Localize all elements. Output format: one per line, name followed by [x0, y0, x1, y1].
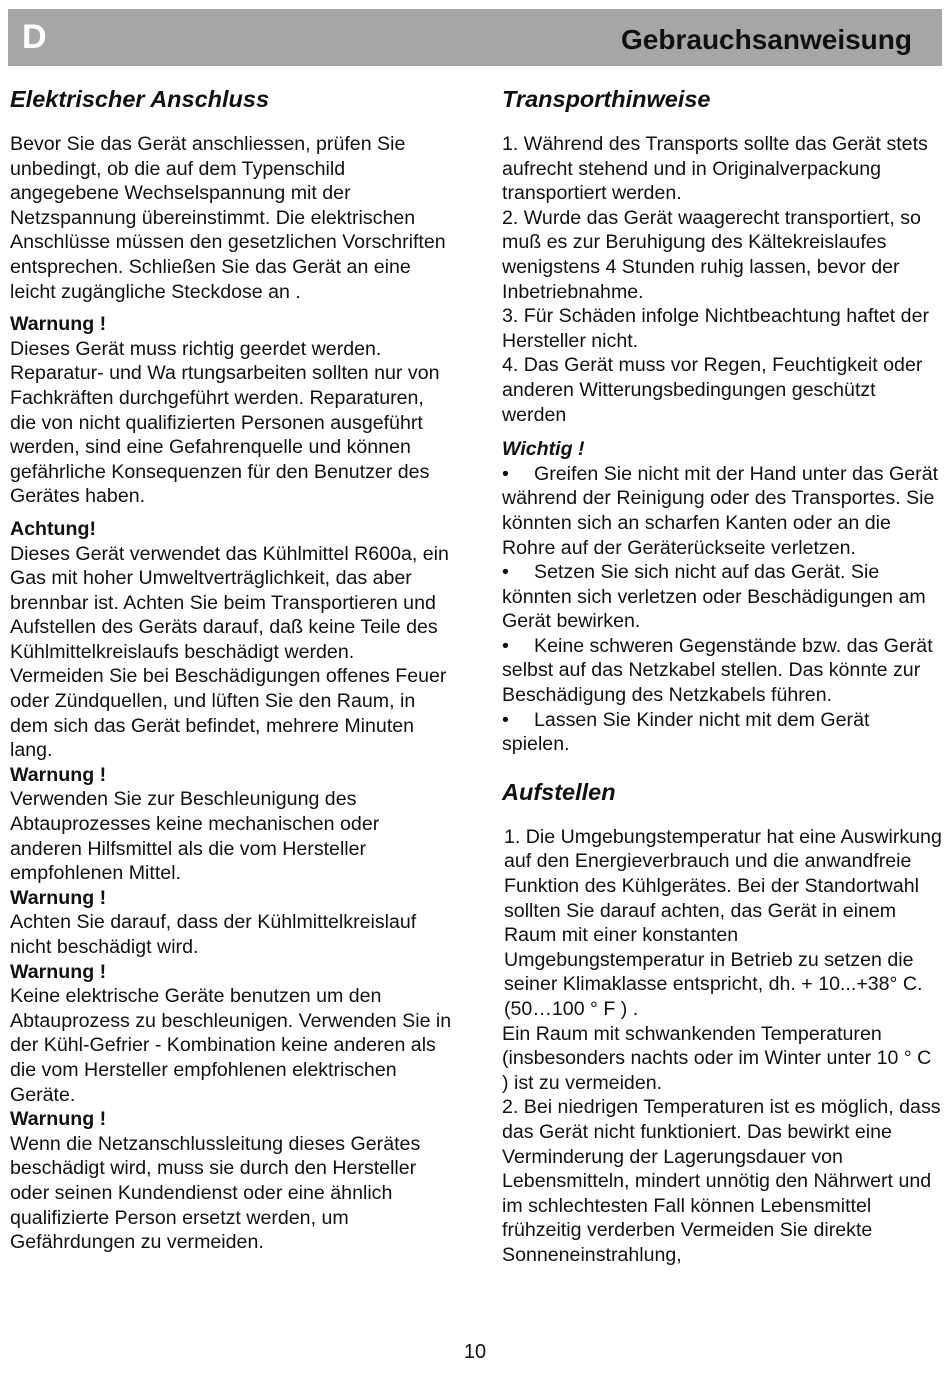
list-item-text: Setzen Sie sich nicht auf das Gerät. Sie könnten sich verletzen oder Beschädigungen am Gerät bewirken.: [502, 561, 926, 633]
list-item-text: Greifen Sie nicht mit der Hand unter das Gerät während der Reinigung oder des Transportes. Sie könnten sich an scharfen Kanten oder an die Rohre auf der Geräterückseite verletzen.: [502, 462, 939, 559]
warning-label: Warnung !: [10, 763, 107, 786]
caution-text: Dieses Gerät verwendet das Kühlmittel R600a, ein Gas mit hoher Umweltverträglichkeit, das aber brennbar ist. Achten Sie beim Transportieren und Aufstellen des Geräts darauf, daß keine Teile des Kühlmittelkreislaufs beschädigt werden. Vermeiden Sie bei Beschädigungen offenes Feuer oder Zündquellen, und lüften Sie den Raum, in dem sich das Gerät befindet, mehrere Minuten lang.: [10, 542, 449, 762]
bullet-icon: •: [502, 462, 509, 485]
transport-item: 1. Während des Transports sollte das Gerät stets aufrecht stehend und in Originalverpackung transportiert werden.: [502, 133, 928, 205]
bullet-icon: •: [502, 708, 509, 731]
header-title: Gebrauchsanweisung: [621, 24, 912, 55]
warning-label: Warnung !: [10, 1108, 107, 1131]
transport-item: 3. Für Schäden infolge Nichtbeachtung haftet der Hersteller nicht.: [502, 305, 929, 352]
important-label: Wichtig !: [502, 438, 585, 461]
list-item: [502, 462, 942, 560]
list-item-text: Lassen Sie Kinder nicht mit dem Gerät spielen.: [502, 708, 870, 756]
left-column: [10, 84, 452, 1255]
section-heading-electrical: Elektrischer Anschluss: [10, 86, 270, 112]
list-item-text: Keine schweren Gegenstände bzw. das Gerät selbst auf das Netzkabel stellen. Das könnte zur Beschädigung des Netzkabels führen.: [502, 634, 933, 707]
right-column: [502, 84, 942, 1268]
section-heading-setup: Aufstellen: [502, 778, 616, 805]
setup-paragraph: 1. Die Umgebungstemperatur hat eine Auswirkung auf den Energieverbrauch und die anwandfreie Funktion des Kühlgerätes. Bei der Standortwahl sollten Sie darauf achten, das Gerät in einem Raum mit einer konstanten Umgebungstemperatur in Betrieb zu setzen die seiner Klimaklasse entspricht, dh. + 10...+38° C. (50…100 ° F ) .: [504, 825, 942, 1020]
bullet-icon: •: [502, 561, 509, 584]
list-item: [502, 708, 942, 757]
warning-label: Warnung !: [10, 313, 107, 336]
warning-text: Keine elektrische Geräte benutzen um den Abtauprozess zu beschleunigen. Verwenden Sie in der Kühl-Gefrier - Kombination keine anderen als die vom Hersteller empfohlenen elektrischen Geräte.: [10, 985, 452, 1106]
transport-item: 4. Das Gerät muss vor Regen, Feuchtigkeit oder anderen Witterungsbedingungen geschützt werden: [502, 354, 923, 426]
warning-text: Dieses Gerät muss richtig geerdet werden. Reparatur- und Wa rtungsarbeiten sollten nur von Fachkräften durchgeführt werden. Reparaturen, die von nicht qualifizierten Personen ausgeführt werden, sind eine Gefahrenquelle und können gefährliche Konsequenzen für den Benutzer des Gerätes haben.: [10, 337, 440, 508]
warning-text: Verwenden Sie zur Beschleunigung des Abtauprozesses keine mechanischen oder anderen Hilfsmittel als die vom Hersteller empfohlenen Mittel.: [10, 788, 380, 885]
language-letter: D: [22, 18, 47, 56]
bullet-icon: •: [502, 634, 509, 657]
page-header: [8, 9, 942, 66]
transport-item: 2. Wurde das Gerät waagerecht transportiert, so muß es zur Beruhigung des Kältekreislaufes wenigstens 4 Stunden ruhig lassen, bevor der Inbetriebnahme.: [502, 206, 921, 303]
warning-text: Achten Sie darauf, dass der Kühlmittelkreislauf nicht beschädigt wird.: [10, 911, 417, 958]
setup-paragraph: Ein Raum mit schwankenden Temperaturen (insbesonders nachts oder im Winter unter 10 ° C ) ist zu vermeiden.: [502, 1022, 932, 1094]
warning-text: Wenn die Netzanschlussleitung dieses Gerätes beschädigt wird, muss sie durch den Hersteller oder seinen Kundendienst oder eine ähnlich qualifizierte Person ersetzt werden, um Gefährdungen zu vermeiden.: [10, 1132, 421, 1254]
warning-label: Warnung !: [10, 886, 107, 909]
setup-paragraph: 2. Bei niedrigen Temperaturen ist es möglich, dass das Gerät nicht funktioniert. Das bewirkt eine Verminderung der Lagerungsdauer von Lebensmitteln, mindert unnötig den Nährwert und im schlechtesten Fall können Lebensmittel frühzeitig verderben Vermeiden Sie direkte Sonneneinstrahlung,: [502, 1096, 941, 1266]
electrical-intro: Bevor Sie das Gerät anschliessen, prüfen Sie unbedingt, ob die auf dem Typenschild angegebene Wechselspannung mit der Netzspannung übereinstimmt. Die elektrischen Anschlüsse müssen den gesetzlichen Vorschriften entsprechen. Schließen Sie das Gerät an eine leicht zugängliche Steckdose an .: [10, 133, 446, 303]
section-heading-transport: Transporthinweise: [502, 86, 711, 112]
caution-label: Achtung!: [10, 517, 96, 540]
list-item: [502, 634, 942, 708]
page-number: 10: [463, 1341, 487, 1363]
list-item: [502, 560, 942, 634]
warning-label: Warnung !: [10, 960, 107, 983]
